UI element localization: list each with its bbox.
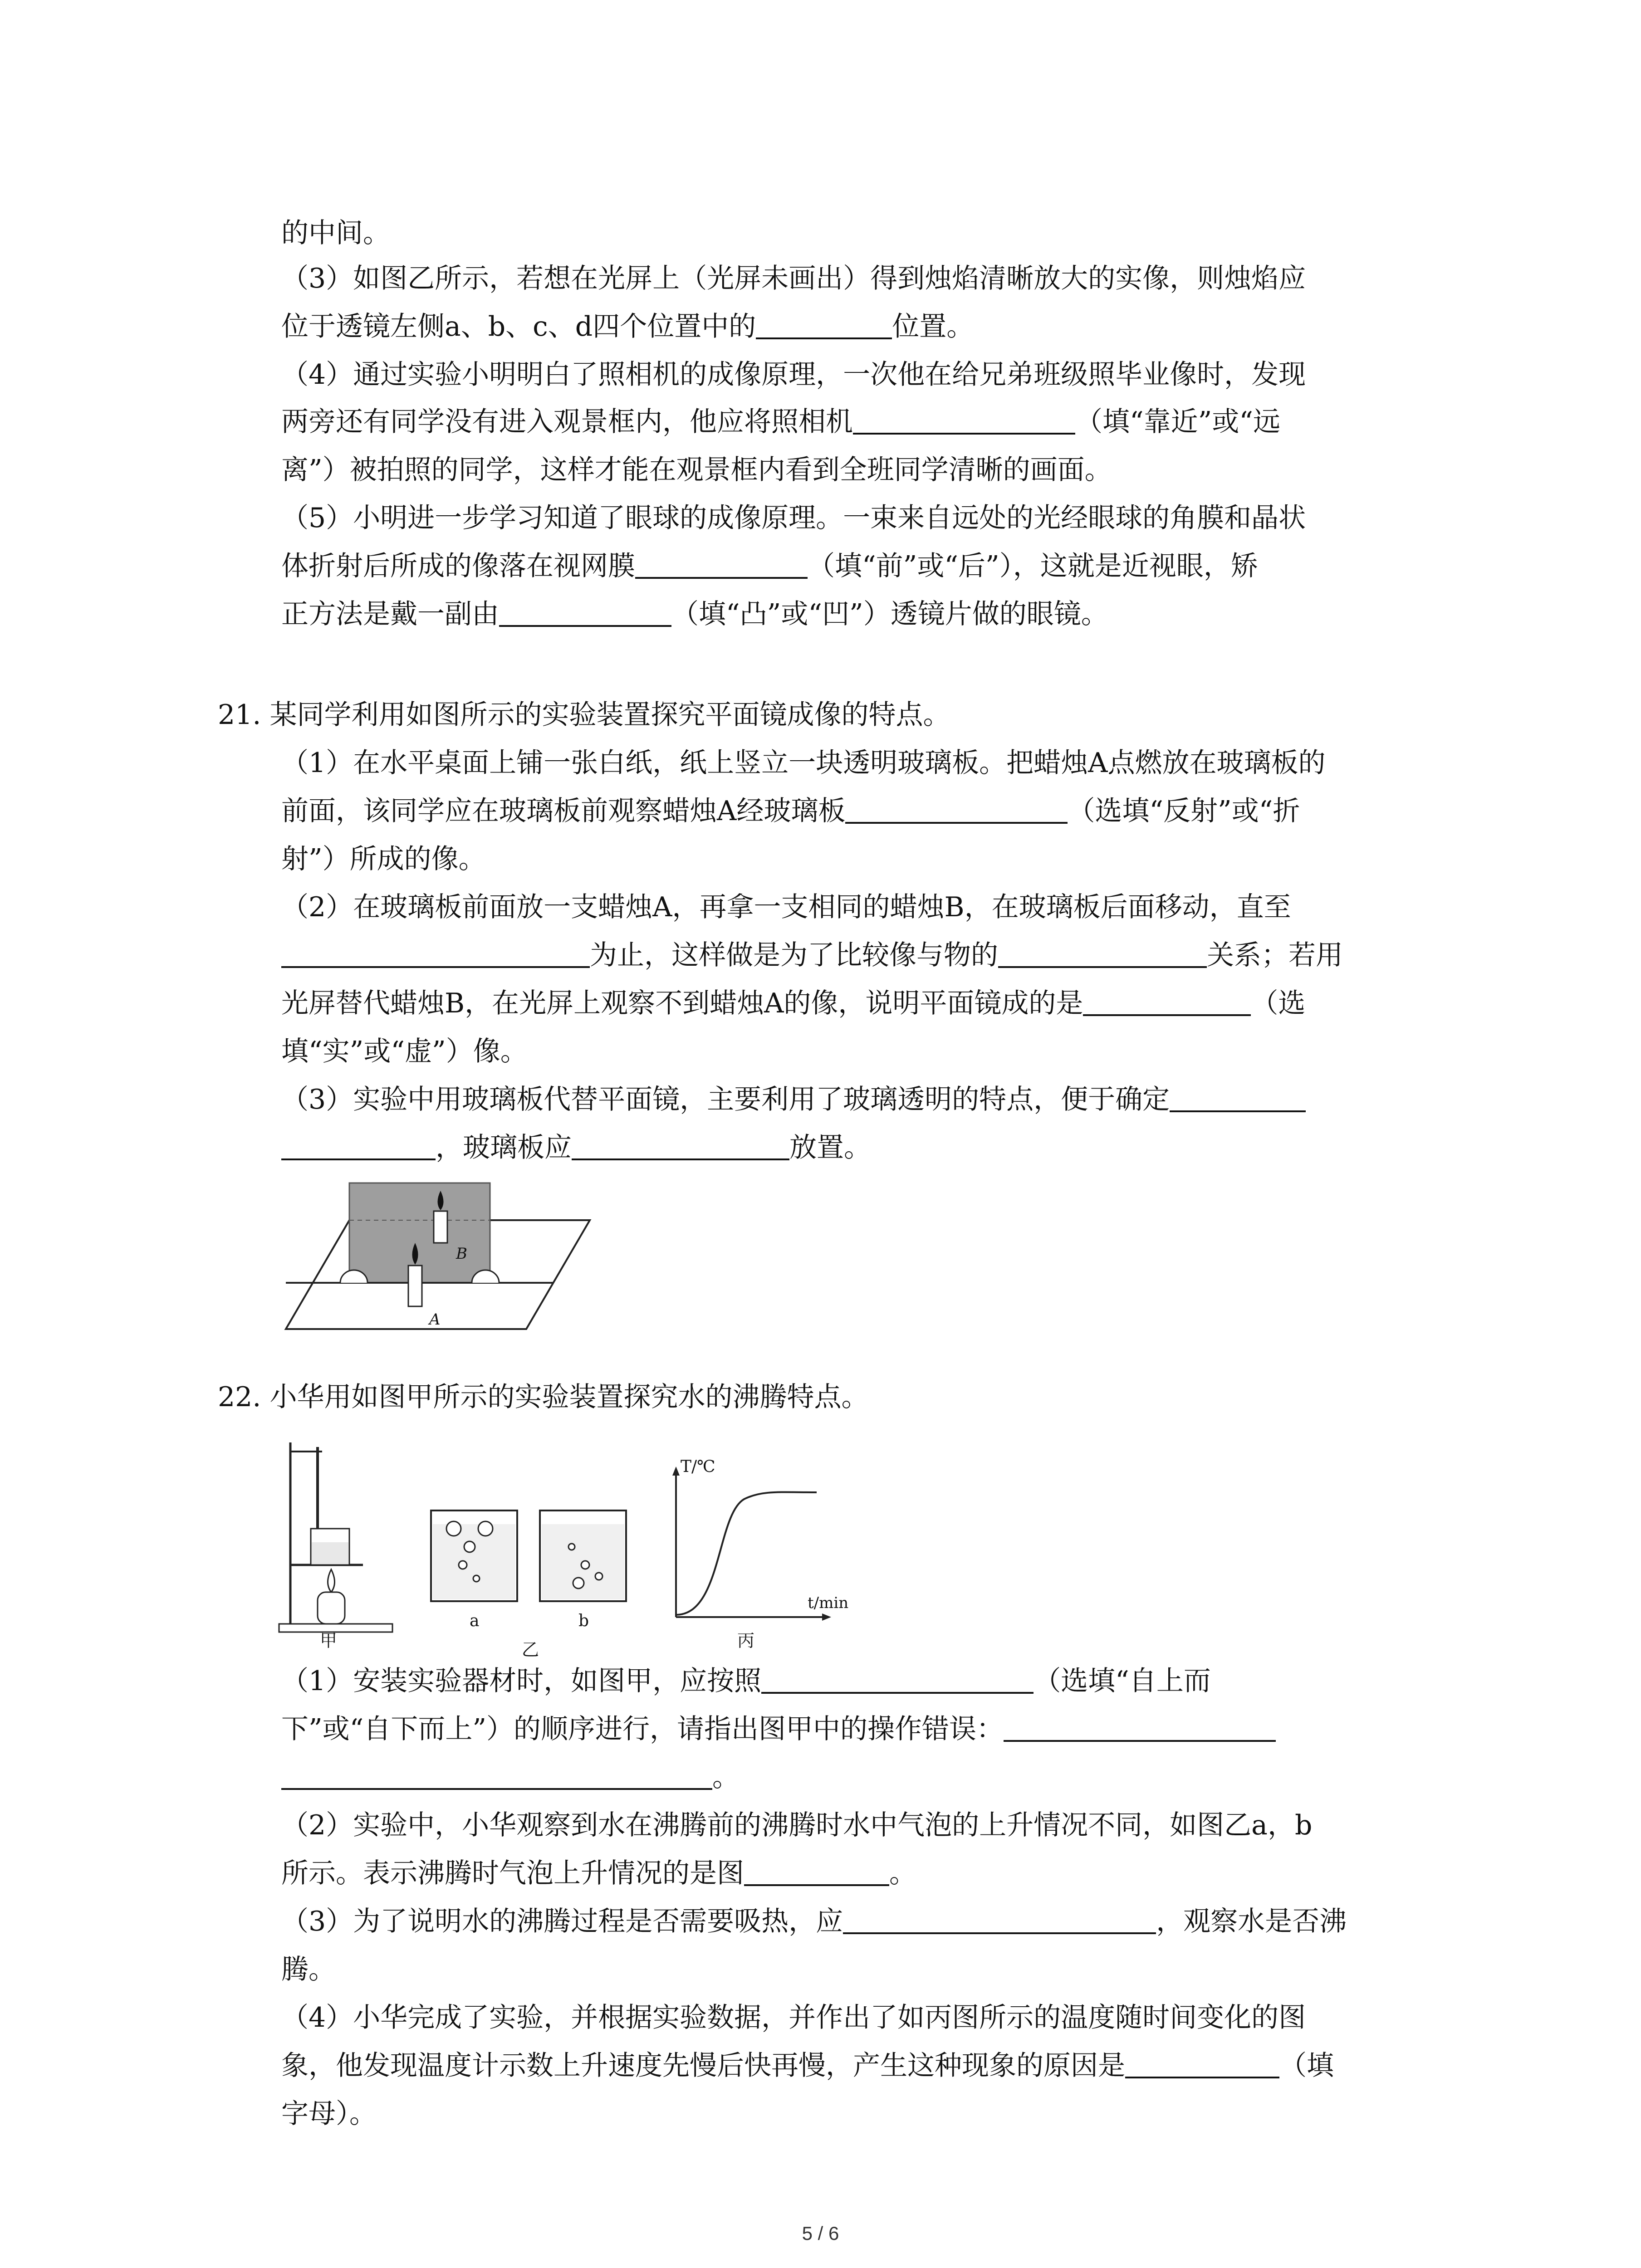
q22-part3-line1: （3）为了说明水的沸腾过程是否需要吸热，应 ，观察水是否沸 <box>281 1906 1347 1937</box>
q21-part2-line4: 填“实”或“虚”）像。 <box>281 1036 528 1067</box>
burner-flame <box>328 1569 335 1592</box>
candle-b <box>434 1211 447 1243</box>
answer-blank[interactable] <box>281 1132 436 1160</box>
q20-part5-line2: 体折射后所成的像落在视网膜 （填“前”或“后”），这就是近视眼，矫 <box>281 550 1258 582</box>
graph-xlabel: t/min <box>808 1594 849 1612</box>
label-b: B <box>456 1245 467 1263</box>
answer-blank[interactable] <box>998 940 1207 968</box>
q20-part4-line1: （4）通过实验小明明白了照相机的成像原理，一次他在给兄弟班级照毕业像时，发现 <box>281 359 1306 391</box>
q21-part1-line3: 射”）所成的像。 <box>281 843 486 875</box>
answer-blank[interactable] <box>281 1762 712 1790</box>
q22-part2-line2: 所示。表示沸腾时气泡上升情况的是图 。 <box>281 1857 916 1889</box>
q22-part1-line3: 。 <box>281 1761 740 1794</box>
q20-continuation: 的中间。 <box>281 217 390 249</box>
water-jia <box>312 1542 348 1564</box>
label-b: b <box>578 1612 589 1630</box>
answer-blank[interactable] <box>756 311 892 339</box>
q22-part3-line2: 腾。 <box>281 1954 336 1985</box>
q21-part2-line1: （2）在玻璃板前面放一支蜡烛A，再拿一支相同的蜡烛B，在玻璃板后面移动，直至 <box>281 891 1291 923</box>
x-axis-arrow <box>822 1613 831 1621</box>
answer-blank[interactable] <box>843 1906 1156 1934</box>
q20-part3-line2: 位于透镜左侧a、b、c、d四个位置中的 位置。 <box>281 311 974 342</box>
figure-bing-graph <box>662 1458 862 1653</box>
answer-blank[interactable] <box>1170 1084 1306 1112</box>
beaker-b <box>540 1510 626 1601</box>
page-number: 5 / 6 <box>802 2223 839 2244</box>
q21-part2-line3: 光屏替代蜡烛B，在光屏上观察不到蜡烛A的像，说明平面镜成的是 （选 <box>281 987 1306 1019</box>
q20-part4-line3: 离”）被拍照的同学，这样才能在观景框内看到全班同学清晰的画面。 <box>281 454 1112 486</box>
answer-blank[interactable] <box>853 406 1075 435</box>
answer-blank[interactable] <box>1125 2050 1279 2078</box>
beaker-a <box>431 1510 517 1601</box>
q21-stem: 21. 某同学利用如图所示的实验装置探究平面镜成像的特点。 <box>218 699 950 731</box>
label-jia: 甲 <box>320 1631 338 1651</box>
answer-blank[interactable] <box>281 940 590 968</box>
q21-part1-line1: （1）在水平桌面上铺一张白纸，纸上竖立一块透明玻璃板。把蜡烛A点燃放在玻璃板的 <box>281 747 1326 779</box>
alcohol-lamp <box>318 1592 345 1624</box>
temperature-curve <box>676 1492 817 1615</box>
figure-yi-beakers <box>422 1497 649 1660</box>
graph-ylabel: T/℃ <box>681 1457 715 1476</box>
q21-part3-line1: （3）实验中用玻璃板代替平面镜，主要利用了玻璃透明的特点，便于确定 <box>281 1083 1306 1116</box>
label-a: a <box>470 1612 480 1630</box>
q20-part3-line1: （3）如图乙所示，若想在光屏上（光屏未画出）得到烛焰清晰放大的实像，则烛焰应 <box>281 263 1306 294</box>
q20-part4-line2: 两旁还有同学没有进入观景框内，他应将照相机 （填“靠近”或“远 <box>281 406 1281 438</box>
q22-part4-line3: 字母）。 <box>281 2098 377 2130</box>
candle-a <box>408 1266 422 1306</box>
q21-part3-line2: ，玻璃板应 放置。 <box>281 1131 871 1164</box>
plane-mirror-figure <box>281 1179 590 1334</box>
label-yi: 乙 <box>522 1640 539 1660</box>
q20-part5-line3: 正方法是戴一副由 （填“凸”或“凹”）透镜片做的眼镜。 <box>281 598 1108 630</box>
answer-blank[interactable] <box>499 599 671 627</box>
answer-blank[interactable] <box>1083 988 1251 1016</box>
answer-blank[interactable] <box>635 551 808 579</box>
q22-part4-line2: 象，他发现温度计示数上升速度先慢后快再慢，产生这种现象的原因是 （填 <box>281 2050 1334 2082</box>
figure-jia-apparatus <box>272 1433 399 1651</box>
q22-part1-line1: （1）安装实验器材时，如图甲，应按照 （选填“自上而 <box>281 1665 1211 1697</box>
label-bing: 丙 <box>737 1631 755 1651</box>
q22-part4-line1: （4）小华完成了实验，并根据实验数据，并作出了如丙图所示的温度随时间变化的图 <box>281 2002 1306 2033</box>
answer-blank[interactable] <box>845 796 1068 824</box>
answer-blank[interactable] <box>744 1858 889 1886</box>
answer-blank[interactable] <box>572 1132 789 1160</box>
label-a: A <box>429 1310 441 1329</box>
q22-part1-line2: 下”或“自下而上”）的顺序进行，请指出图甲中的操作错误： <box>281 1713 1276 1745</box>
q21-part1-line2: 前面，该同学应在玻璃板前观察蜡烛A经玻璃板 （选填“反射”或“折 <box>281 795 1300 827</box>
answer-blank[interactable] <box>761 1666 1034 1694</box>
q22-part2-line1: （2）实验中，小华观察到水在沸腾前的沸腾时水中气泡的上升情况不同，如图乙a，b <box>281 1809 1313 1841</box>
q20-part5-line1: （5）小明进一步学习知道了眼球的成像原理。一束来自远处的光经眼球的角膜和晶状 <box>281 502 1306 534</box>
answer-blank[interactable] <box>1004 1714 1276 1742</box>
y-axis-arrow <box>672 1466 680 1476</box>
q21-part2-line2: 为止，这样做是为了比较像与物的 关系；若用 <box>281 939 1343 972</box>
q22-stem: 22. 小华用如图甲所示的实验装置探究水的沸腾特点。 <box>218 1381 869 1413</box>
